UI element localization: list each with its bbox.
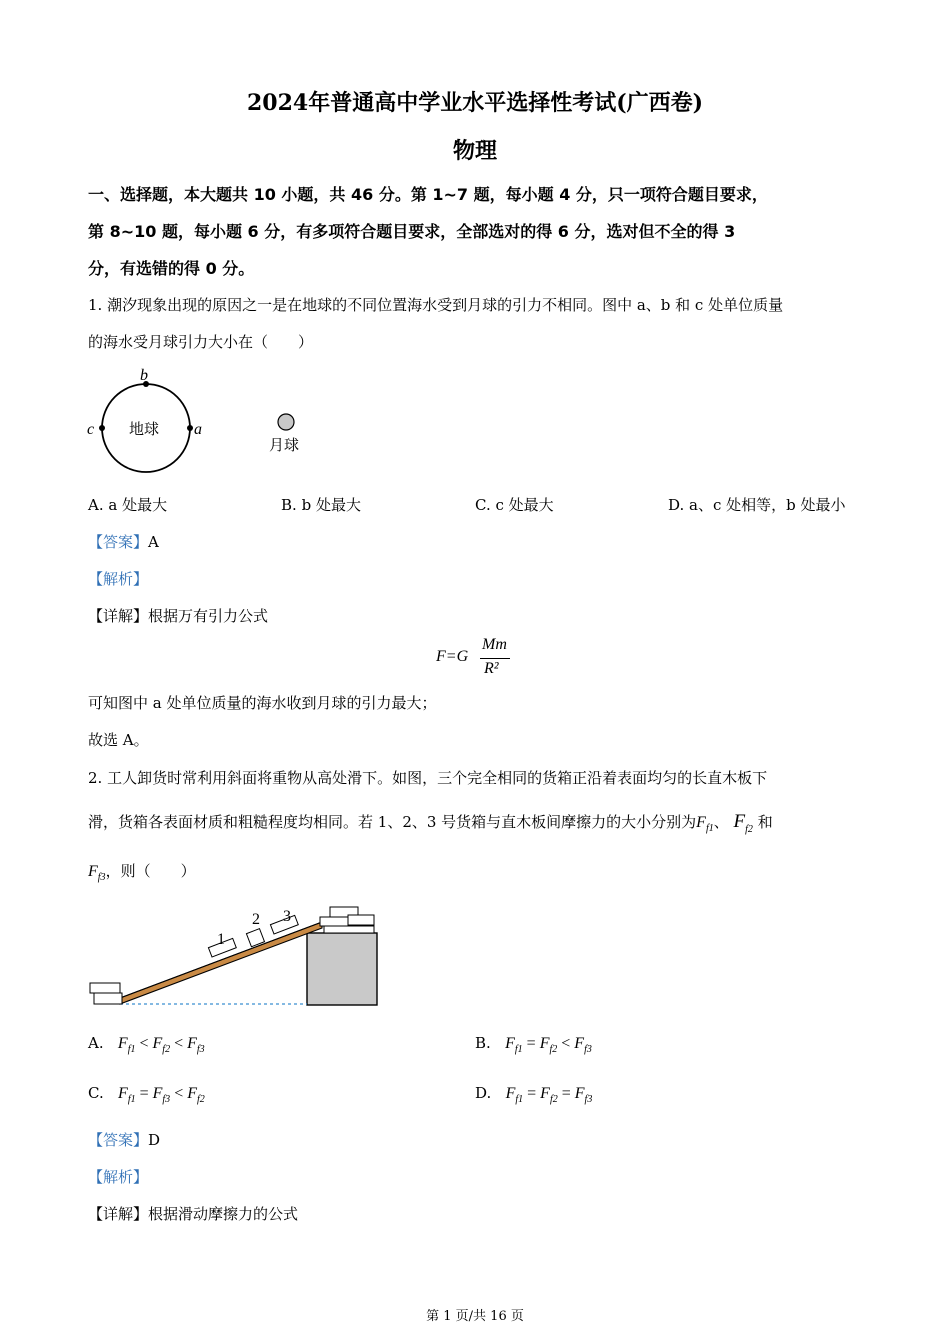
section-instructions-line2: 第 8~10 题，每小题 6 分，有多项符合题目要求，全部选对的得 6 分，选对但不全的得 3 [88,222,736,241]
box-2-label: 2 [252,911,260,928]
point-c-label: c [87,421,95,438]
q1-answer: 【答案】A [88,533,159,551]
q1-detail: 【详解】根据万有引力公式 [88,607,269,625]
q2-option-c[interactable]: C. $F_{f1} = F_{f3} < F_{f2}$ [88,1084,205,1106]
q2-stem-line3: $F_{f3}$，则（ ） [88,862,196,884]
box-1-label: 1 [217,931,225,948]
q1-option-d[interactable]: D. a、c 处相等，b 处最小 [668,496,846,514]
section-instructions-line3: 分，有选错的得 0 分。 [88,259,255,278]
q1-analysis-tag: 【解析】 [88,570,149,588]
point-c-dot [99,425,105,431]
platform-box-2 [320,917,348,926]
q2-stem-line1: 2. 工人卸货时常利用斜面将重物从高处滑下。如图，三个完全相同的货箱正沿着表面均匀的长直木板下 [88,769,768,787]
platform-block [307,933,377,1005]
q1-option-b[interactable]: B. b 处最大 [281,496,361,514]
page-number-footer: 第 1 页/共 16 页 [426,1309,524,1324]
q2-analysis-tag: 【解析】 [88,1168,149,1186]
q1-conclusion: 可知图中 a 处单位质量的海水收到月球的引力最大； [88,694,437,712]
platform-box-3 [348,915,374,925]
section-instructions-line1: 一、选择题，本大题共 10 小题，共 46 分。第 1~7 题，每小题 4 分，只一项符合题目要求， [88,185,768,204]
q1-option-a[interactable]: A. a 处最大 [88,496,168,514]
bottom-box-1 [90,983,120,993]
q2-option-d[interactable]: D. $F_{f1} = F_{f2} = F_{f3}$ [475,1084,593,1106]
earth-label: 地球 [129,420,160,438]
moon-label: 月球 [269,436,300,454]
subject-title: 物理 [452,138,497,164]
point-a-label: a [194,421,202,438]
q1-stem-line2: 的海水受月球引力大小在（ ） [88,333,314,351]
q2-ramp-figure [84,900,394,1015]
q2-answer: 【答案】D [88,1131,161,1149]
box-3-label: 3 [283,908,291,925]
page-title: 2024年普通高中学业水平选择性考试(广西卷) [246,90,704,116]
q2-stem-line2: 滑，货箱各表面材质和粗糙程度均相同。若 1、2、3 号货箱与直木板间摩擦力的大小分别为$F_{f1}$、 $F_{f2}$ 和 [88,811,773,835]
q1-option-c[interactable]: C. c 处最大 [475,496,554,514]
point-b-label: b [140,367,148,384]
bottom-box-2 [94,993,122,1004]
q1-stem-line1: 1. 潮汐现象出现的原因之一是在地球的不同位置海水受到月球的引力不相同。图中 a、b 和 c 处单位质量 [88,296,784,314]
moon-circle [278,414,294,430]
q1-choose: 故选 A。 [88,731,149,749]
platform-box-4 [324,926,374,933]
box-2 [246,929,264,947]
q2-option-b[interactable]: B. $F_{f1} = F_{f2} < F_{f3}$ [475,1034,592,1056]
q2-option-a[interactable]: A. $F_{f1} < F_{f2} < F_{f3}$ [88,1034,205,1056]
q2-detail: 【详解】根据滑动摩擦力的公式 [88,1205,299,1223]
q1-earth-moon-figure [80,366,320,486]
point-a-dot [187,425,193,431]
q1-formula: F=G Mm R² [436,636,526,686]
